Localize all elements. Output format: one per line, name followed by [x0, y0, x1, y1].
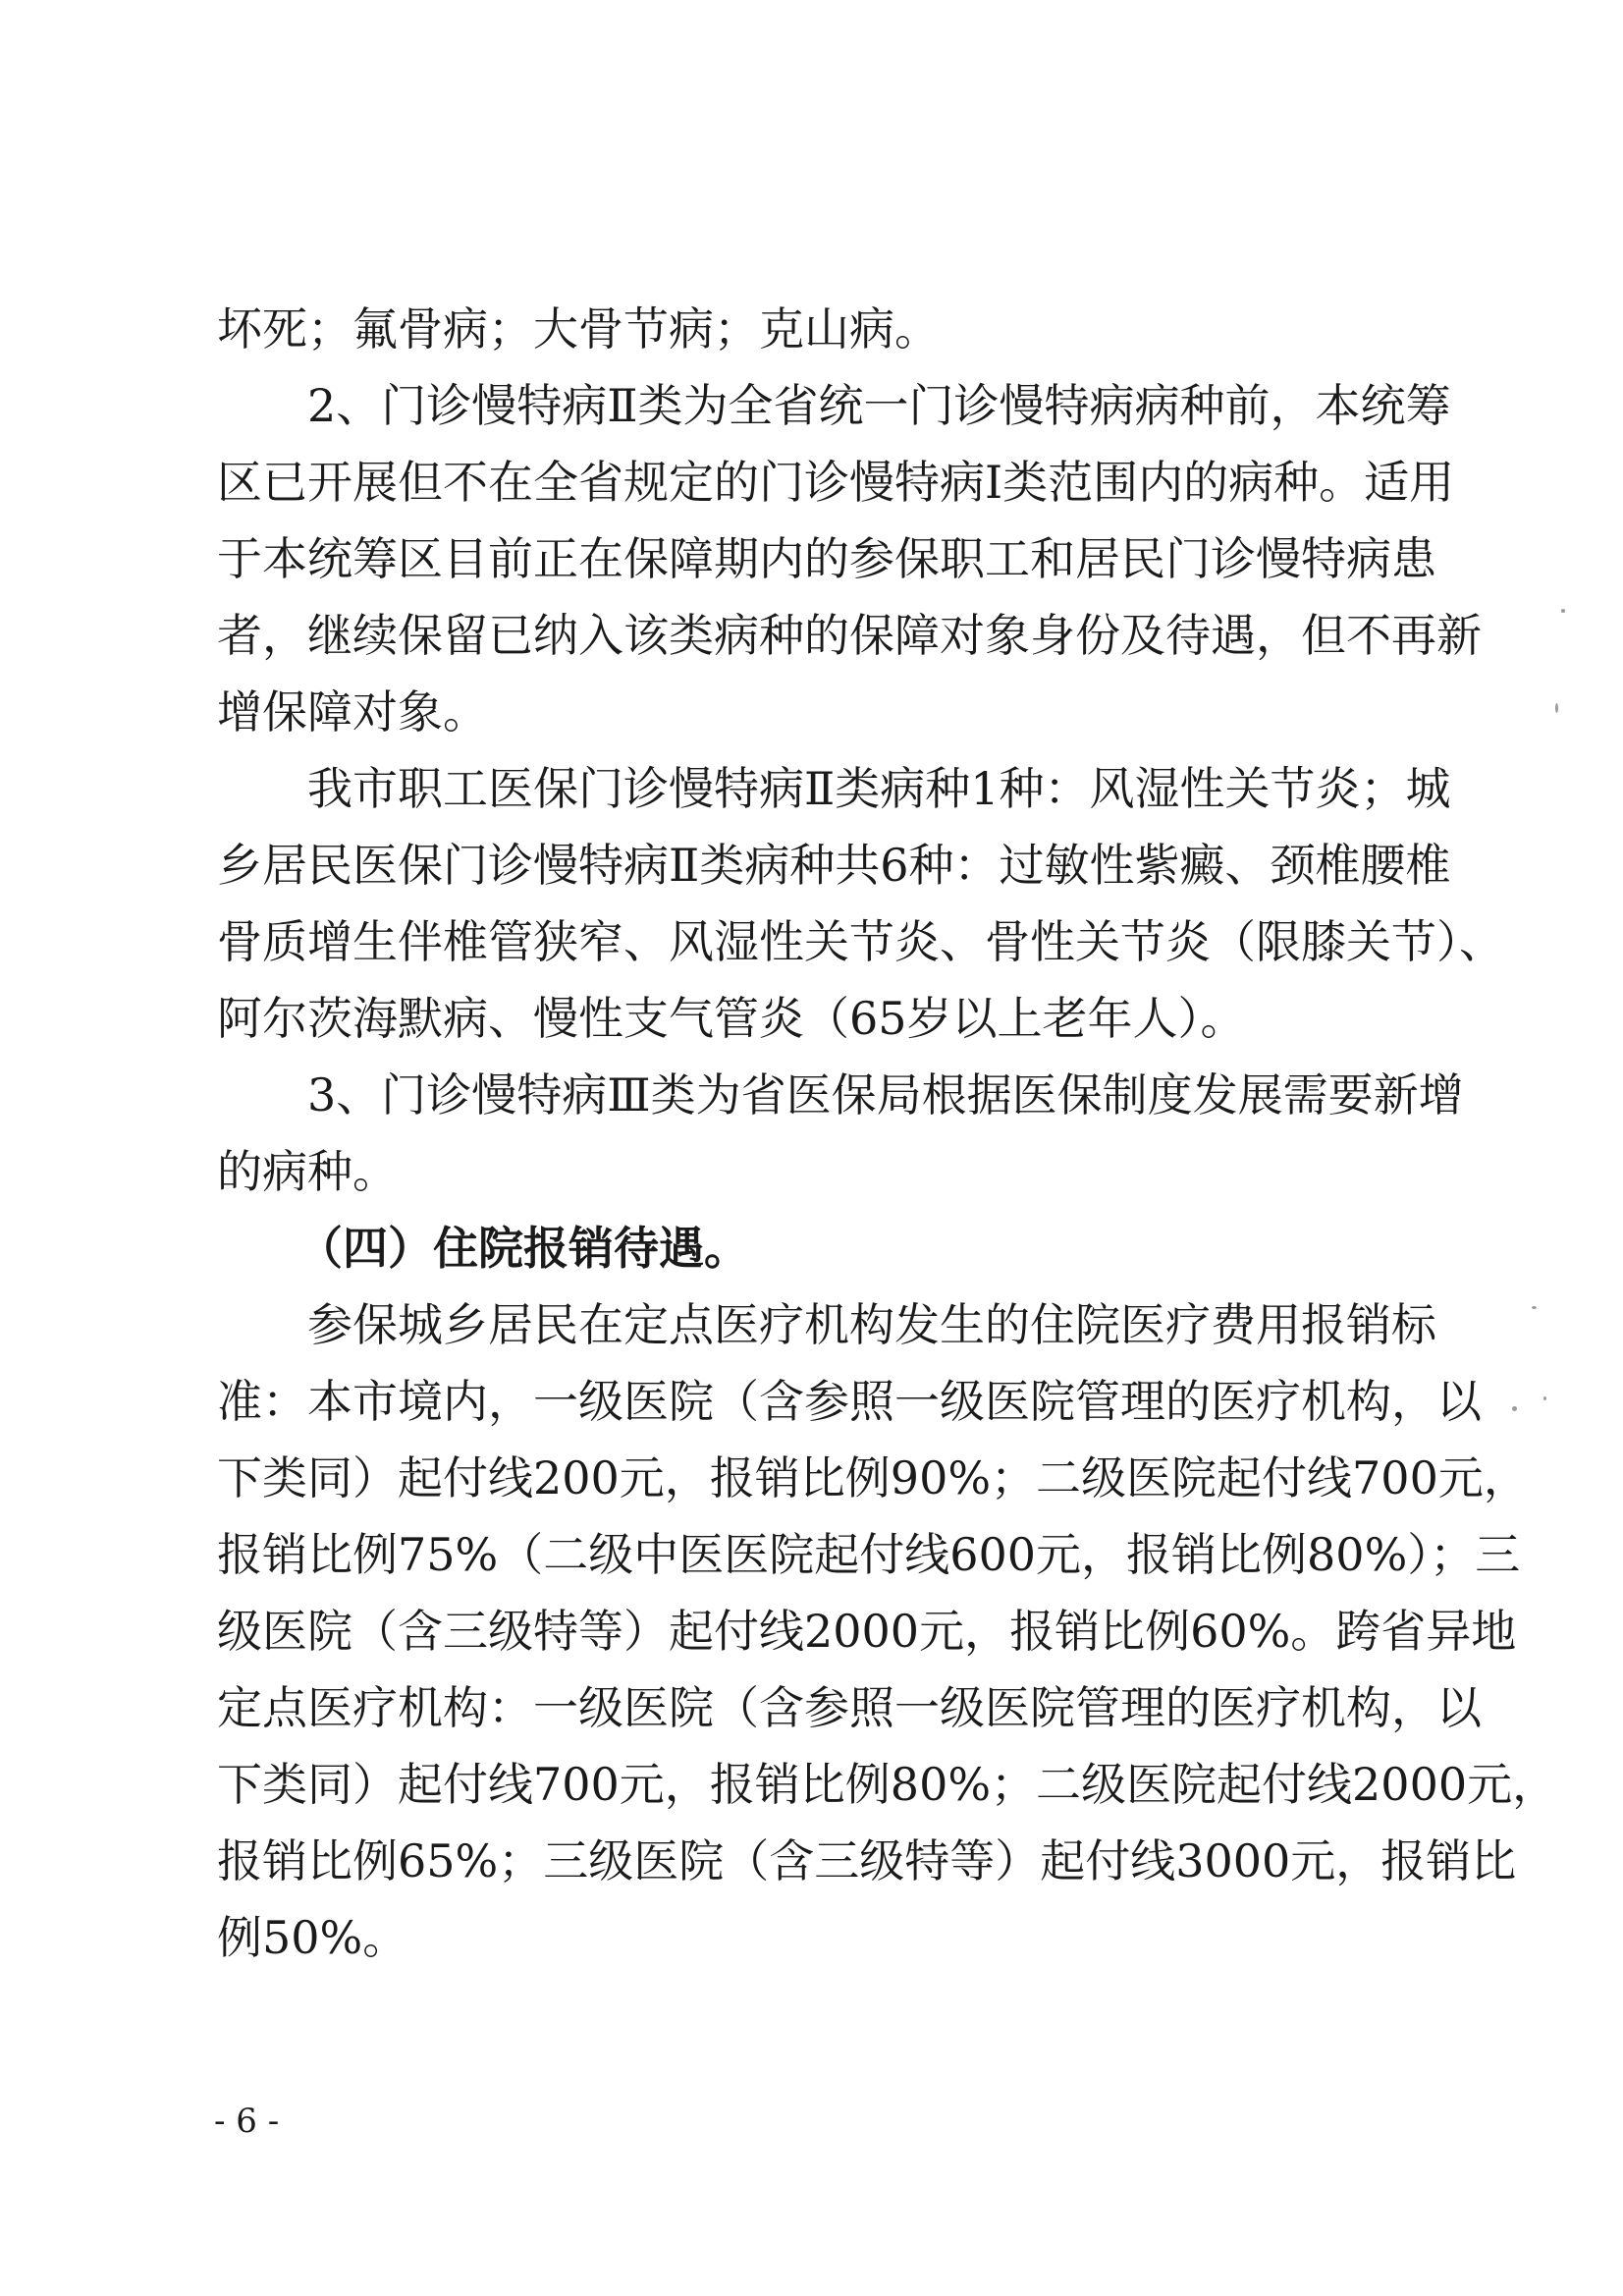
text-line: 于本统筹区目前正在保障期内的参保职工和居民门诊慢特病患 [217, 532, 1436, 585]
text-line: 准：本市境内，一级医院（含参照一级医院管理的医疗机构，以 [217, 1375, 1482, 1428]
text-line: 的病种。 [217, 1145, 398, 1198]
text-line: 定点医疗机构：一级医院（含参照一级医院管理的医疗机构，以 [217, 1681, 1482, 1734]
text-line: 阿尔茨海默病、慢性支气管炎（65岁以上老年人）。 [217, 992, 1246, 1045]
text-line: 报销比例75%（二级中医医院起付线600元，报销比例80%）；三 [217, 1528, 1521, 1581]
text-line: 坏死；氟骨病；大骨节病；克山病。 [217, 302, 940, 355]
scan-speck [1561, 609, 1565, 613]
text-line: 下类同）起付线200元，报销比例90%；二级医院起付线700元， [217, 1451, 1529, 1504]
scan-speck [1512, 1406, 1517, 1411]
text-line: 者，继续保留已纳入该类病种的保障对象身份及待遇，但不再新 [217, 609, 1482, 662]
section-heading: （四）住院报销待遇。 [298, 1222, 749, 1275]
text-line: 增保障对象。 [217, 685, 488, 738]
text-line: 骨质增生伴椎管狭窄、风湿性关节炎、骨性关节炎（限膝关节）、 [217, 915, 1504, 968]
page-number: - 6 - [214, 2102, 280, 2141]
text-line: 下类同）起付线700元，报销比例80%；二级医院起付线2000元， [217, 1758, 1558, 1811]
text-line: 乡居民医保门诊慢特病Ⅱ类病种共6种：过敏性紫癜、颈椎腰椎 [217, 839, 1451, 892]
text-line: 级医院（含三级特等）起付线2000元，报销比例60%。跨省异地 [217, 1605, 1517, 1658]
text-line: 3、门诊慢特病Ⅲ类为省医保局根据医保制度发展需要新增 [307, 1068, 1464, 1121]
text-line: 我市职工医保门诊慢特病Ⅱ类病种1种：风湿性关节炎；城 [307, 762, 1451, 815]
text-line: 报销比例65%；三级医院（含三级特等）起付线3000元，报销比 [217, 1834, 1517, 1887]
scan-speck [1555, 703, 1558, 713]
text-line: 例50%。 [217, 1911, 408, 1964]
scan-speck [1532, 1306, 1537, 1309]
text-line: 2、门诊慢特病Ⅱ类为全省统一门诊慢特病病种前，本统筹 [307, 379, 1451, 432]
scan-speck [1543, 1396, 1546, 1400]
text-line: 区已开展但不在全省规定的门诊慢特病Ⅰ类范围内的病种。适用 [217, 456, 1455, 509]
text-line: 参保城乡居民在定点医疗机构发生的住院医疗费用报销标 [307, 1298, 1436, 1351]
